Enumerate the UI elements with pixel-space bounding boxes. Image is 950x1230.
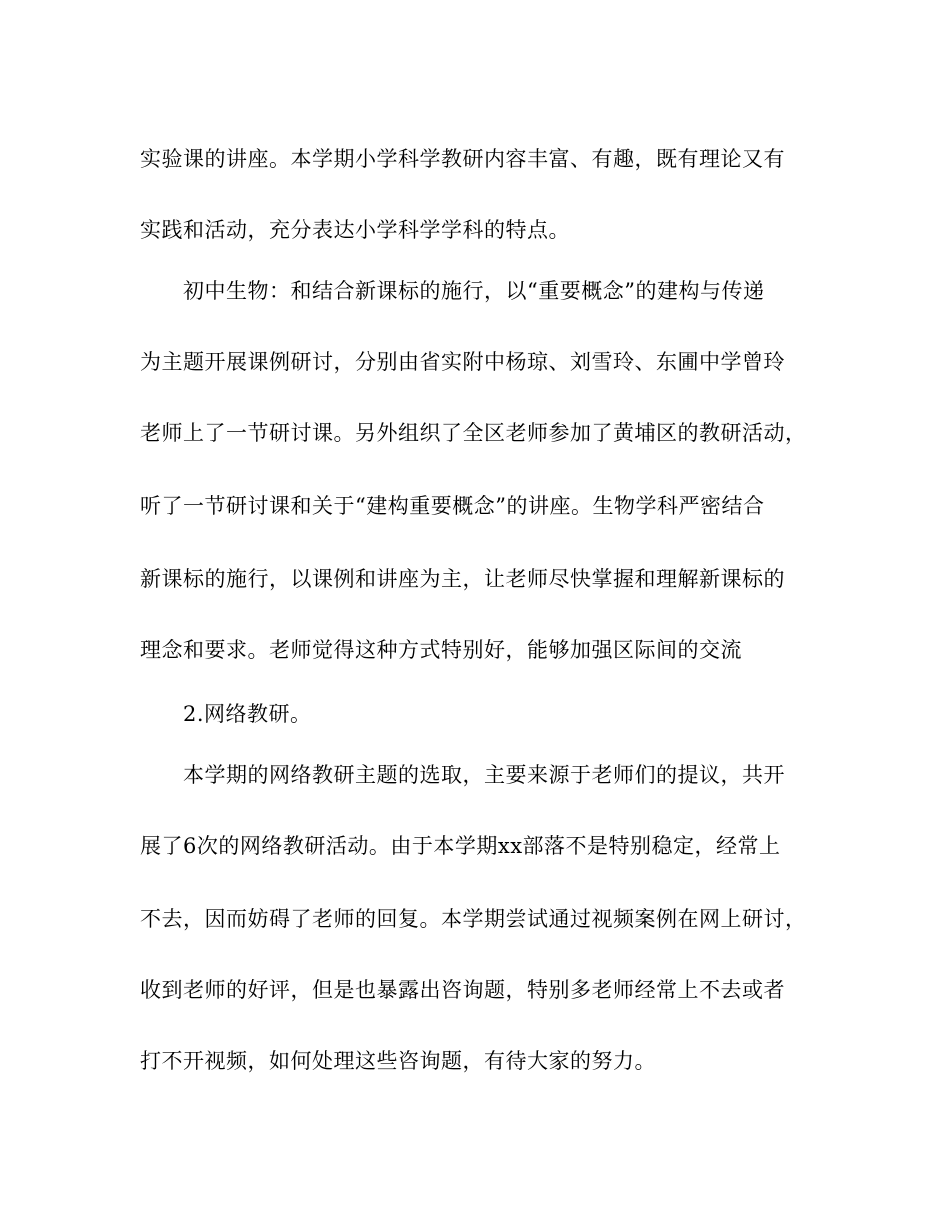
- text-line-2: 实践和活动，充分表达小学科学学科的特点。: [140, 218, 570, 242]
- text-line-5: 老师上了一节研讨课。另外组织了全区老师参加了黄埔区的教研活动，: [140, 421, 807, 445]
- text-line-3: 初中生物：和结合新课标的施行，以“重要概念”的建构与传递: [183, 279, 765, 303]
- text-line-7: 新课标的施行，以课例和讲座为主，让老师尽快掌握和理解新课标的: [140, 567, 785, 591]
- text-line-12: 不去，因而妨碍了老师的回复。本学期尝试通过视频案例在网上研讨，: [140, 907, 807, 931]
- section-heading-network-research: 2.网络教研。: [183, 702, 312, 726]
- text-line-11: 展了6次的网络教研活动。由于本学期xx部落不是特别稳定，经常上: [140, 834, 781, 858]
- text-line-14: 打不开视频，如何处理这些咨询题，有待大家的努力。: [140, 1049, 656, 1073]
- text-line-13: 收到老师的好评，但是也暴露出咨询题，特别多老师经常上不去或者: [140, 978, 785, 1002]
- text-line-10: 本学期的网络教研主题的选取，主要来源于老师们的提议，共开: [183, 763, 785, 787]
- text-line-8: 理念和要求。老师觉得这种方式特别好，能够加强区际间的交流: [140, 638, 742, 662]
- text-line-1: 实验课的讲座。本学期小学科学教研内容丰富、有趣，既有理论又有: [140, 147, 785, 171]
- text-line-6: 听了一节研讨课和关于“建构重要概念”的讲座。生物学科严密结合: [140, 494, 765, 518]
- text-line-4: 为主题开展课例研讨，分别由省实附中杨琼、刘雪玲、东圃中学曾玲: [140, 350, 785, 374]
